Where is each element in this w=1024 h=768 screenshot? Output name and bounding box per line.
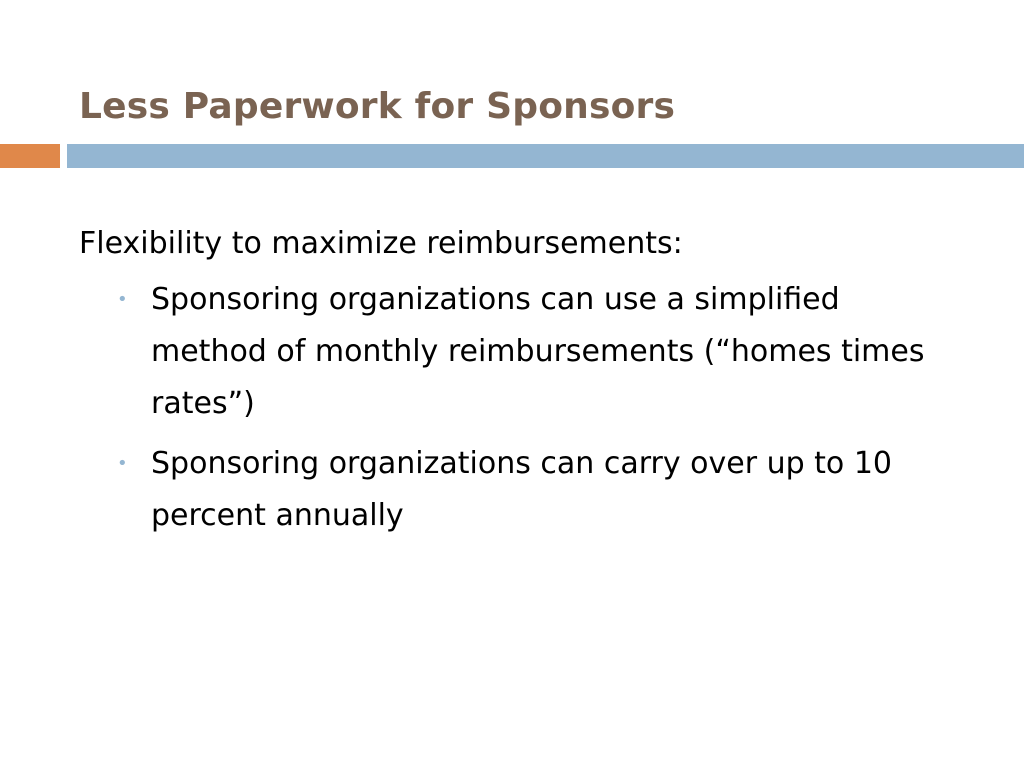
bullet-item-1 [79, 274, 941, 430]
title-accent-bar-blue [67, 144, 1024, 168]
bullet-text: Sponsoring organizations can use a simplified method of monthly reimbursements (“homes times rates”) [151, 282, 925, 421]
slide-body [79, 222, 979, 550]
lead-text: Flexibility to maximize reimbursements: [79, 226, 683, 261]
bullet-text: Sponsoring organizations can carry over up to 10 percent annually [151, 446, 892, 533]
slide-title: Less Paperwork for Sponsors [79, 86, 676, 127]
title-accent-bar-orange [0, 144, 60, 168]
bullet-icon: • [117, 453, 128, 474]
bullet-item-2 [79, 438, 941, 542]
bullet-icon: • [117, 289, 128, 310]
